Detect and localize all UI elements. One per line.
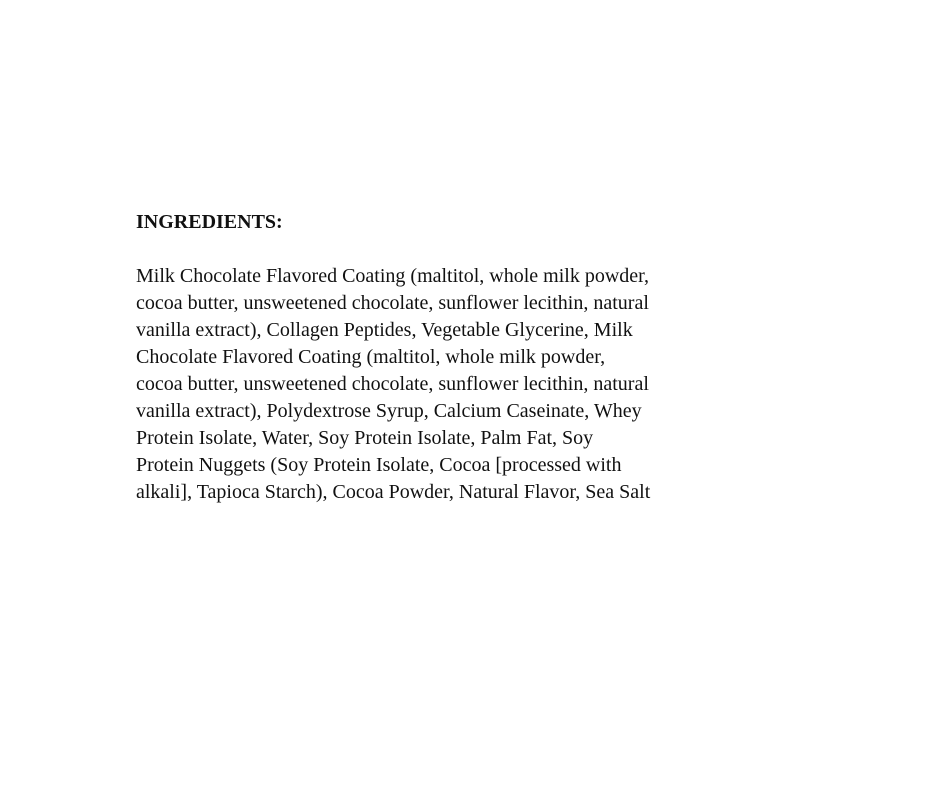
ingredients-line: Milk Chocolate Flavored Coating (maltitol, whole milk powder, [136, 265, 650, 287]
ingredients-heading: INGREDIENTS: [136, 211, 283, 233]
ingredients-line: vanilla extract), Collagen Peptides, Vegetable Glycerine, Milk [136, 319, 633, 341]
ingredients-section [136, 209, 776, 506]
ingredients-line: cocoa butter, unsweetened chocolate, sunflower lecithin, natural [136, 292, 649, 314]
ingredients-line: cocoa butter, unsweetened chocolate, sunflower lecithin, natural [136, 373, 649, 395]
ingredients-line: vanilla extract), Polydextrose Syrup, Calcium Caseinate, Whey [136, 400, 642, 422]
ingredients-list [136, 263, 776, 506]
ingredients-line: Chocolate Flavored Coating (maltitol, whole milk powder, [136, 346, 606, 368]
ingredients-line: Protein Nuggets (Soy Protein Isolate, Cocoa [processed with [136, 454, 622, 476]
ingredients-line: alkali], Tapioca Starch), Cocoa Powder, Natural Flavor, Sea Salt [136, 481, 651, 503]
ingredients-line: Protein Isolate, Water, Soy Protein Isolate, Palm Fat, Soy [136, 427, 594, 449]
